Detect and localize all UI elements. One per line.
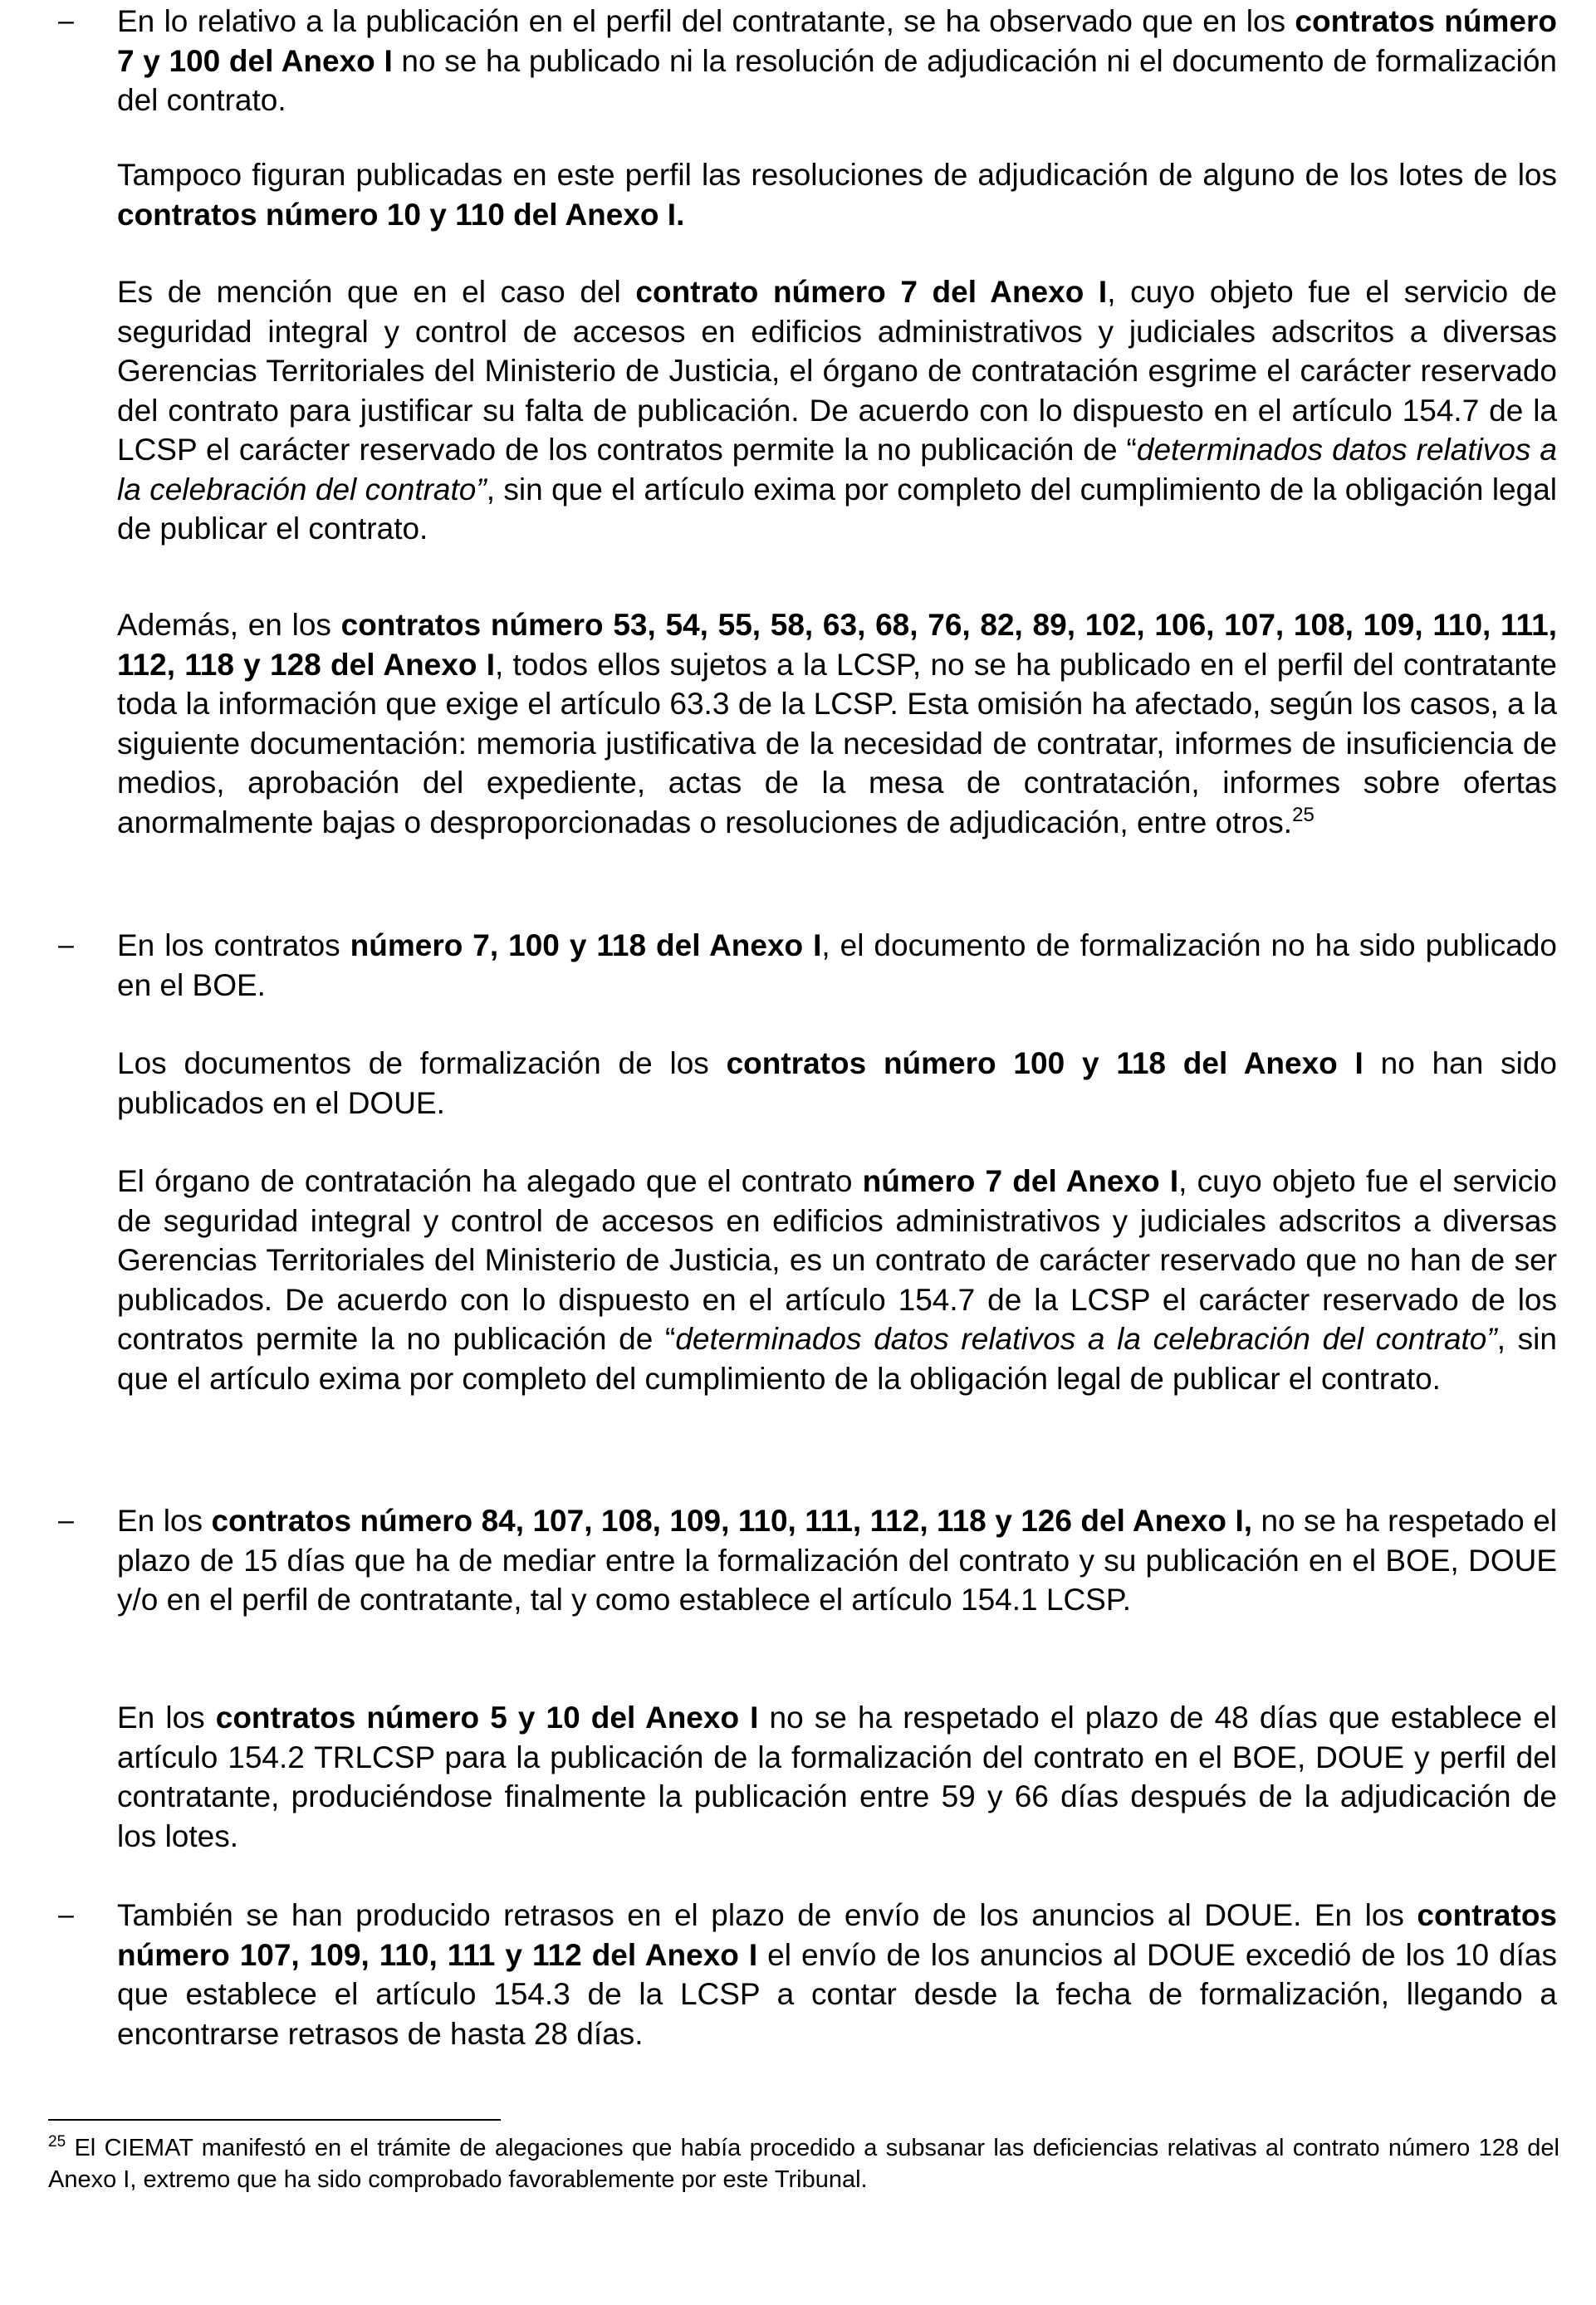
- paragraph-1: En lo relativo a la publicación en el perfil del contratante, se ha observado que en los contratos número 7 y 100 del Anexo I no se ha publicado ni la resolución de adjudicación ni el documento de formalización del contrato.: [117, 4, 1557, 117]
- bullet-dash: –: [58, 5, 74, 37]
- paragraph-6: Los documentos de formalización de los contratos número 100 y 118 del Anexo I no han sido publicados en el DOUE.: [117, 1046, 1557, 1120]
- bullet-dash: –: [58, 1899, 74, 1931]
- bullet-dash: –: [58, 929, 74, 961]
- paragraph-7: El órgano de contratación ha alegado que el contrato número 7 del Anexo I, cuyo objeto fue el servicio de seguridad integral y control de accesos en edificios administrativos y judiciales adscritos a diversas Gerencias Territoriales del Ministerio de Justicia, es un contrato de carácter reservado que no han de ser publicados. De acuerdo con lo dispuesto en el artículo 154.7 de la LCSP el carácter reservado de los contratos permite la no publicación de “determinados datos relativos a la celebración del contrato”, sin que el artículo exima por completo del cumplimiento de la obligación legal de publicar el contrato.: [117, 1164, 1557, 1396]
- paragraph-3: Es de mención que en el caso del contrato número 7 del Anexo I, cuyo objeto fue el servicio de seguridad integral y control de accesos en edificios administrativos y judiciales adscritos a diversas Gerencias Territoriales del Ministerio de Justicia, el órgano de contratación esgrime el carácter reservado del contrato para justificar su falta de publicación. De acuerdo con lo dispuesto en el artículo 154.7 de la LCSP el carácter reservado de los contratos permite la no publicación de “determinados datos relativos a la celebración del contrato”, sin que el artículo exima por completo del cumplimiento de la obligación legal de publicar el contrato.: [117, 275, 1558, 546]
- footnote-number: 25: [48, 2133, 66, 2151]
- paragraph-8: En los contratos número 84, 107, 108, 109, 110, 111, 112, 118 y 126 del Anexo I, no se ha respetado el plazo de 15 días que ha de mediar entre la formalización del contrato y su publicación en el BOE, DOUE y/o en el perfil de contratante, tal y como establece el artículo 154.1 LCSP.: [117, 1504, 1557, 1617]
- paragraph-2: Tampoco figuran publicadas en este perfil las resoluciones de adjudicación de alguno de los lotes de los contratos número 10 y 110 del Anexo I.: [117, 158, 1557, 232]
- paragraph-4: Además, en los contratos número 53, 54, 55, 58, 63, 68, 76, 82, 89, 102, 106, 107, 108, 109, 110, 111, 112, 118 y 128 del Anexo I, todos ellos sujetos a la LCSP, no se ha publicado en el perfil del contratante toda la información que exige el artículo 63.3 de la LCSP. Esta omisión ha afectado, según los casos, a la siguiente documentación: memoria justificativa de la necesidad de contratar, informes de insuficiencia de medios, aprobación del expediente, actas de la mesa de contratación, informes sobre ofertas anormalmente bajas o desproporcionadas o resoluciones de adjudicación, entre otros.$^{25}$: [117, 608, 1557, 839]
- footnote: $^{25}$ El CIEMAT manifestó en el trámite de alegaciones que había procedido a subsanar las deficiencias relativas al contrato número 128 del Anexo I, extremo que ha sido comprobado favorablemente por este Tribunal.: [48, 2133, 1559, 2193]
- footnote-separator: [48, 2119, 501, 2121]
- paragraph-9: En los contratos número 5 y 10 del Anexo I no se ha respetado el plazo de 48 días que establece el artículo 154.2 TRLCSP para la publicación de la formalización del contrato en el BOE, DOUE y perfil del contratante, produciéndose finalmente la publicación entre 59 y 66 días después de la adjudicación de los lotes.: [117, 1701, 1557, 1853]
- paragraph-10: También se han producido retrasos en el plazo de envío de los anuncios al DOUE. En los contratos número 107, 109, 110, 111 y 112 del Anexo I el envío de los anuncios al DOUE excedió de los 10 días que establece el artículo 154.3 de la LCSP a contar desde la fecha de formalización, llegando a encontrarse retrasos de hasta 28 días.: [117, 1898, 1557, 2051]
- bullet-dash: –: [58, 1505, 74, 1536]
- paragraph-5: En los contratos número 7, 100 y 118 del Anexo I, el documento de formalización no ha sido publicado en el BOE.: [117, 928, 1557, 1002]
- footnote-ref: 25: [1292, 803, 1314, 826]
